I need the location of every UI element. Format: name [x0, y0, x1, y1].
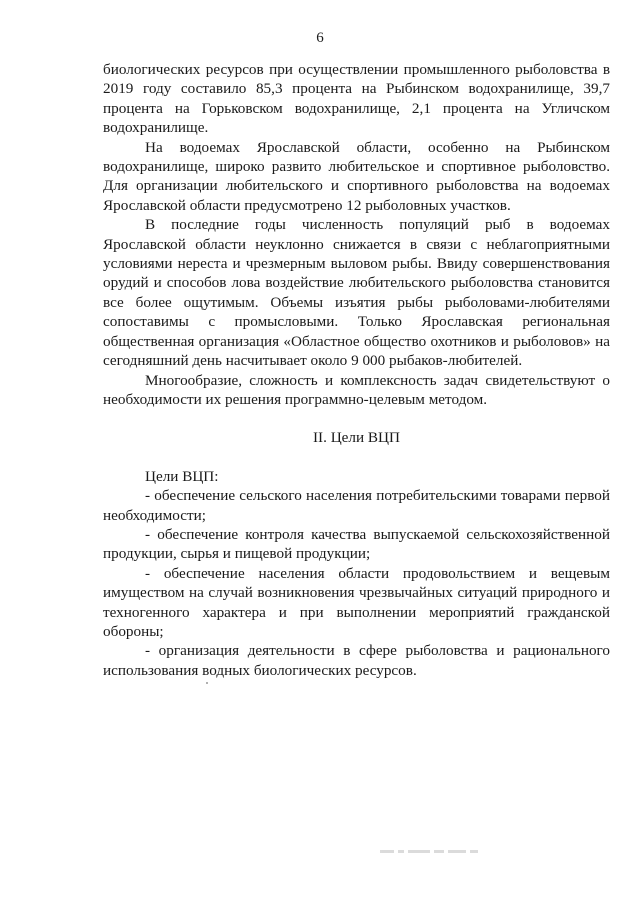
goal-item-fishing-management: - организация деятельности в сфере рыболовства и рационального использования водных биологических ресурсов. — [103, 642, 610, 679]
page-number: 6 — [316, 30, 324, 46]
goal-item-quality-control: - обеспечение контроля качества выпускаемой сельскохозяйственной продукции, сырья и пищевой продукции; — [103, 525, 610, 563]
paragraph-fish-population: В последние годы численность популяций рыб в водоемах Ярославской области неуклонно снижается в связи с неблагоприятными условиями нереста и чрезмерным выловом рыбы. Ввиду совершенствования орудий и способов лова воздействие любительского рыболовства становится все более ощутимым. Объемы изъятия рыбы рыболовами-любителями сопоставимы с промысловыми. Только Ярославская региональная общественная организация «Областное общество охотников и рыболовов» на сегодняшний день насчитывает около 9 000 рыбаков-любителей. — [103, 216, 610, 370]
paragraph-continuation: биологических ресурсов при осуществлении промышленного рыболовства в 2019 году составило 85,3 процента на Рыбинском водохранилище, 39,7 процента на Горьковском водохранилище, 2,1 процента на Угличском водохранилище. — [103, 61, 610, 137]
paragraph-program-method: Многообразие, сложность и комплексность задач свидетельствуют о необходимости их решения программно-целевым методом. — [103, 371, 610, 408]
goals-label: Цели ВЦП: — [145, 467, 219, 485]
document-body — [103, 60, 610, 680]
section-heading: II. Цели ВЦП — [313, 429, 400, 447]
scan-speck — [206, 682, 208, 684]
faint-stamp-mark — [380, 842, 498, 862]
paragraph-amateur-fishing: На водоемах Ярославской области, особенно на Рыбинском водохранилище, широко развито любительское и спортивное рыболовство. Для организации любительского и спортивного рыболовства на водоемах Ярославской области предусмотрено 12 рыболовных участков. — [103, 138, 610, 214]
goal-item-rural-supply: - обеспечение сельского населения потребительскими товарами первой необходимости; — [103, 487, 610, 524]
goal-item-emergency-supply: - обеспечение населения области продовольствием и вещевым имуществом на случай возникновения чрезвычайных ситуаций природного и техногенного характера и при выполнении мероприятий гражданской обороны; — [103, 564, 610, 640]
